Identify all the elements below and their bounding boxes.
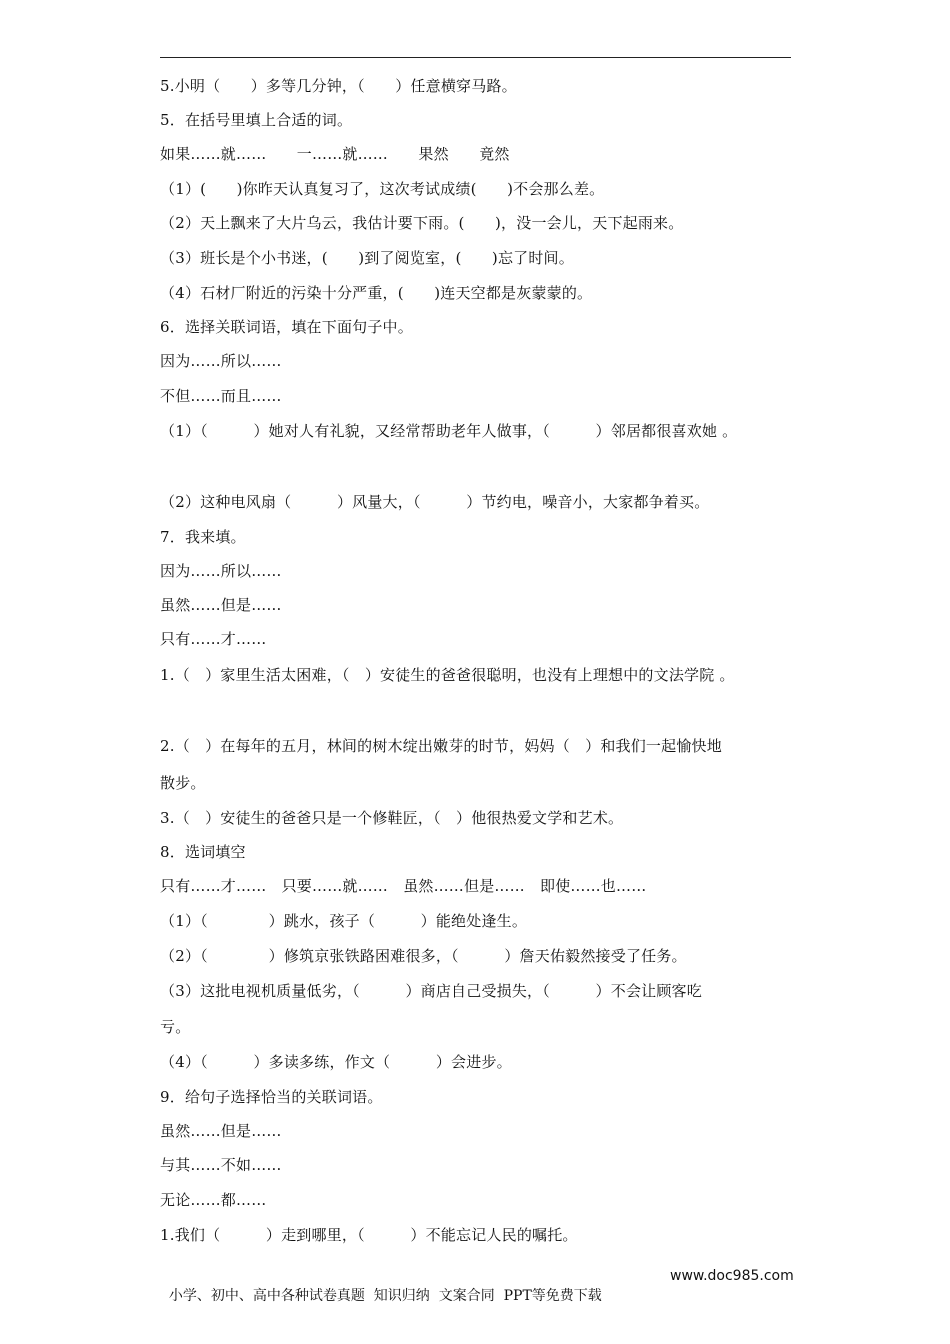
text-line: 虽然……但是…… [160,1122,282,1140]
text-line: （1）（ ）跳水，孩子（ ）能绝处逢生。 [160,912,528,930]
text-line: 5．在括号里填上合适的词。 [160,111,353,129]
text-line: （2）（ ）修筑京张铁路困难很多，（ ）詹天佑毅然接受了任务。 [160,947,687,965]
text-line: （4）（ ）多读多练，作文（ ）会进步。 [160,1053,512,1071]
text-line: 8．选词填空 [160,843,246,861]
text-line: （3）这批电视机质量低劣，（ ）商店自己受损失，（ ）不会让顾客吃 [160,982,702,1000]
text-line: 与其……不如…… [160,1156,282,1174]
text-line: 9．给句子选择恰当的关联词语。 [160,1088,383,1106]
text-line: 6．选择关联词语，填在下面句子中。 [160,318,413,336]
text-line: （4）石材厂附近的污染十分严重，( )连天空都是灰蒙蒙的。 [160,284,593,302]
text-line: 因为……所以…… [160,562,282,580]
text-line: 散步。 [160,774,206,792]
text-line: 虽然……但是…… [160,596,282,614]
text-line: 只有……才…… 只要……就…… 虽然……但是…… 即使……也…… [160,877,647,895]
text-line: （3）班长是个小书迷，( )到了阅览室，( )忘了时间。 [160,249,574,267]
text-line: 7．我来填。 [160,528,246,546]
text-line: 只有……才…… [160,630,267,648]
text-line: 3.（ ）安徒生的爸爸只是一个修鞋匠，（ ）他很热爱文学和艺术。 [160,809,624,827]
text-line: （2）这种电风扇（ ）风量大，（ ）节约电，噪音小，大家都争着买。 [160,493,710,511]
page-footer [160,1266,794,1326]
text-line: （2）天上飘来了大片乌云，我估计要下雨。( )，没一会儿，天下起雨来。 [160,214,684,232]
text-line: 1.我们（ ）走到哪里，（ ）不能忘记人民的嘱托。 [160,1226,578,1244]
footer-site-link[interactable]: www.doc985.com [670,1268,794,1284]
text-line: 因为……所以…… [160,352,282,370]
text-line: （1）（ ）她对人有礼貌，又经常帮助老年人做事，（ ）邻居都很喜欢她 。 [160,422,738,440]
text-line: 亏。 [160,1018,191,1036]
text-line: 如果……就…… 一……就…… 果然 竟然 [160,145,510,163]
header-rule [160,57,791,58]
text-line: 2.（ ）在每年的五月，林间的树木绽出嫩芽的时节，妈妈（ ）和我们一起愉快地 [160,737,722,755]
text-line: 无论……都…… [160,1191,267,1209]
text-line: （1）( )你昨天认真复习了，这次考试成绩( )不会那么差。 [160,180,605,198]
text-line: 不但……而且…… [160,387,282,405]
text-line: 1.（ ）家里生活太困难，（ ）安徒生的爸爸很聪明，也没有上理想中的文法学院 。 [160,666,735,684]
text-line: 5.小明（ ）多等几分钟，（ ）任意横穿马路。 [160,77,517,95]
footer-text: 小学、初中、高中各种试卷真题 知识归纳 文案合同 PPT等免费下载 [168,1288,602,1304]
